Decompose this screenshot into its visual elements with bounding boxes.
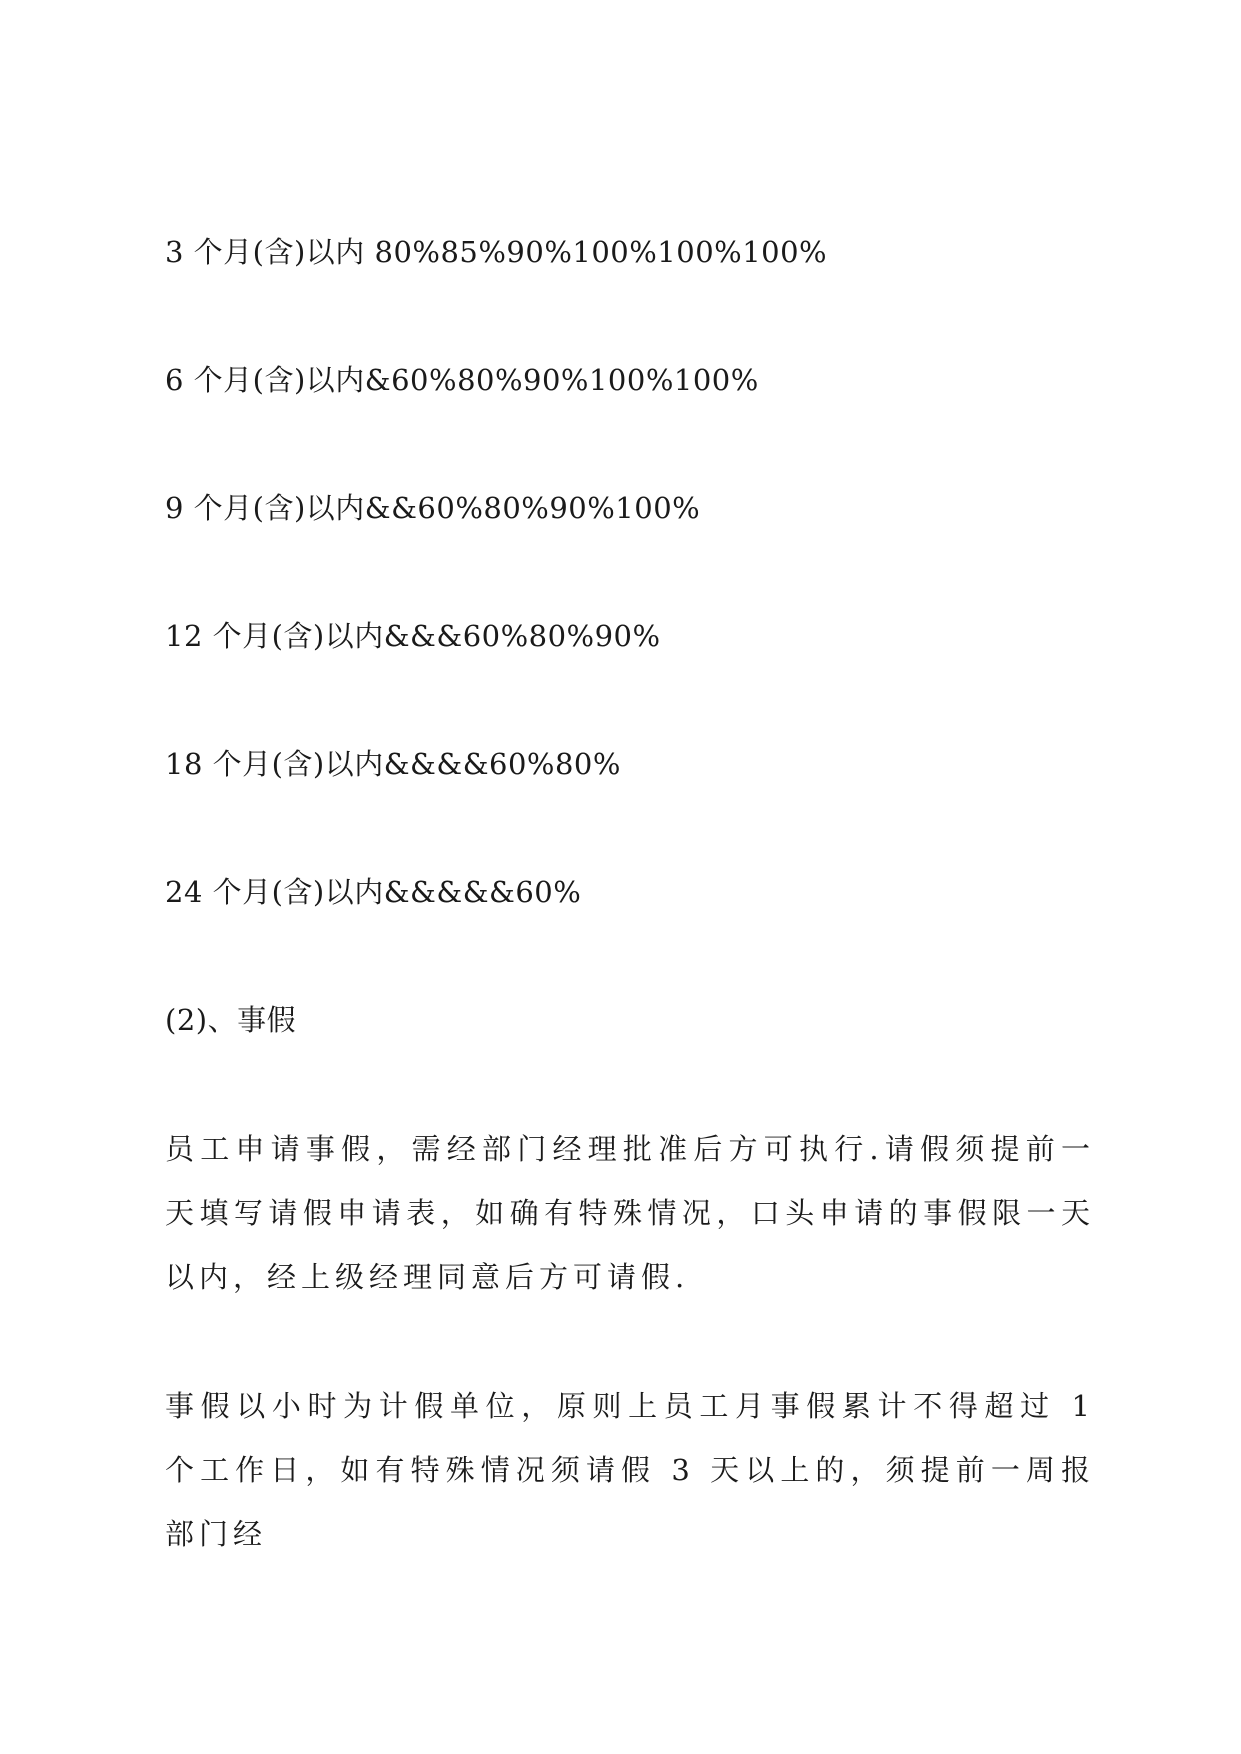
paragraph-leave-rules: 事假以小时为计假单位，原则上员工月事假累计不得超过 1 个工作日，如有特殊情况须请假 3 天以上的，须提前一周报部门经: [165, 1389, 1095, 1551]
rate-line-18-months: 18 个月(含)以内&&&&60%80%: [165, 747, 621, 781]
rate-line-12-months: 12 个月(含)以内&&&60%80%90%: [165, 619, 661, 653]
rate-line-3-months: 3 个月(含)以内 80%85%90%100%100%100%: [165, 235, 828, 269]
paragraph-leave-request: 员工申请事假，需经部门经理批准后方可执行.请假须提前一天填写请假申请表，如确有特殊情况，口头申请的事假限一天以内，经上级经理同意后方可请假.: [165, 1132, 1095, 1294]
rate-line-9-months: 9 个月(含)以内&&60%80%90%100%: [165, 491, 701, 525]
section-heading: (2)、事假: [165, 1003, 297, 1037]
rate-line-6-months: 6 个月(含)以内&60%80%90%100%100%: [165, 363, 759, 397]
rate-line-24-months: 24 个月(含)以内&&&&&60%: [165, 875, 582, 909]
